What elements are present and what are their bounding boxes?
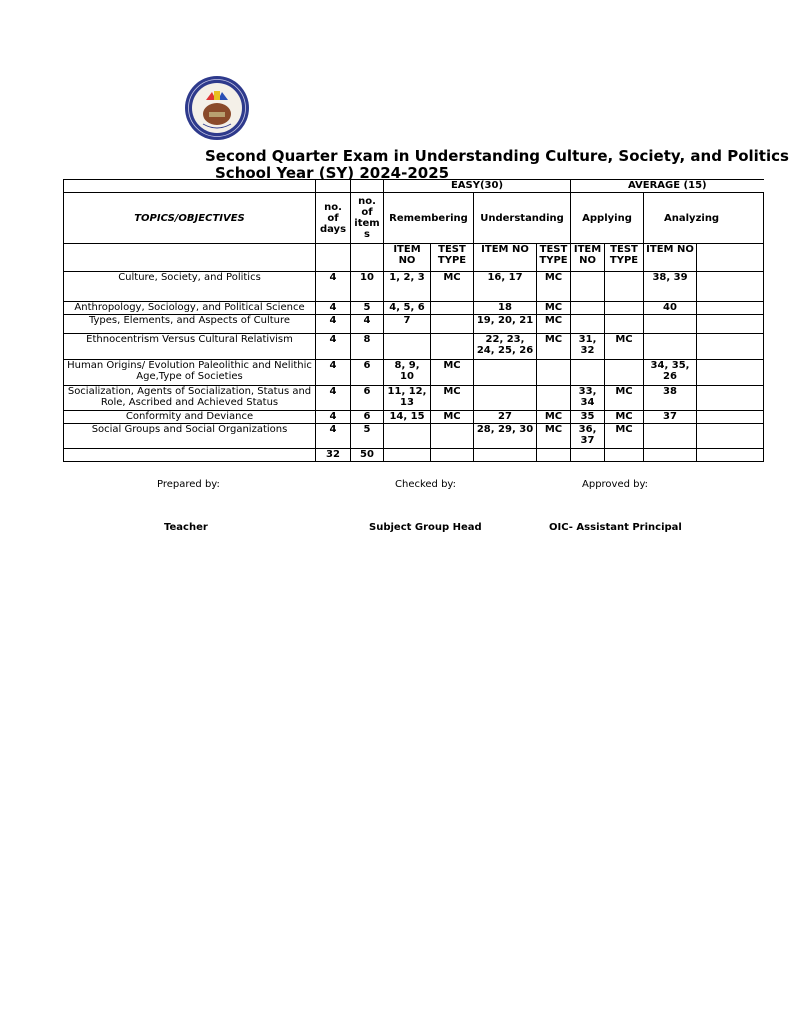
approved-by-label: Approved by: (582, 479, 649, 490)
und-type-cell (537, 360, 571, 386)
understanding-header: Understanding (474, 193, 571, 244)
days-cell: 4 (316, 272, 351, 302)
ana-item-cell: 38 (644, 386, 697, 411)
topic-cell: Ethnocentrism Versus Cultural Relativism (64, 334, 316, 360)
app-item-cell (571, 302, 605, 315)
rem-item-cell (384, 334, 431, 360)
group-header-row (64, 180, 764, 193)
table-row (64, 360, 764, 386)
app-type-cell (605, 360, 644, 386)
rem-type-cell (431, 334, 474, 360)
app-type-cell (605, 272, 644, 302)
days-header: no. of days (316, 193, 351, 244)
rem-item-cell: 8, 9, 10 (384, 360, 431, 386)
rem-type-cell: MC (431, 272, 474, 302)
rem-item-cell: 4, 5, 6 (384, 302, 431, 315)
rem-type-subheader: TEST TYPE (431, 244, 474, 272)
und-type-cell (537, 386, 571, 411)
approved-by-role: OIC- Assistant Principal (549, 522, 682, 533)
items-cell: 5 (351, 302, 384, 315)
topic-cell: Conformity and Deviance (64, 411, 316, 424)
remembering-header: Remembering (384, 193, 474, 244)
checked-by-label: Checked by: (395, 479, 456, 490)
rem-item-cell (384, 424, 431, 449)
days-cell: 4 (316, 386, 351, 411)
rem-type-cell: MC (431, 386, 474, 411)
und-type-cell: MC (537, 302, 571, 315)
days-cell: 4 (316, 411, 351, 424)
app-type-cell: MC (605, 386, 644, 411)
document-title: Second Quarter Exam in Understanding Culture, Society, and Politics (205, 147, 789, 165)
app-type-cell (605, 315, 644, 334)
ana-item-cell: 38, 39 (644, 272, 697, 302)
days-cell: 4 (316, 424, 351, 449)
und-item-cell (474, 386, 537, 411)
und-type-cell: MC (537, 272, 571, 302)
app-type-cell: MC (605, 424, 644, 449)
rem-item-cell: 1, 2, 3 (384, 272, 431, 302)
ana-item-cell: 34, 35, 26 (644, 360, 697, 386)
topics-header: TOPICS/OBJECTIVES (64, 193, 316, 244)
topic-cell: Social Groups and Social Organizations (64, 424, 316, 449)
items-cell: 6 (351, 360, 384, 386)
table-row (64, 315, 764, 334)
days-cell: 4 (316, 360, 351, 386)
days-cell: 4 (316, 302, 351, 315)
app-type-cell: MC (605, 411, 644, 424)
ana-item-cell: 37 (644, 411, 697, 424)
und-item-cell: 28, 29, 30 (474, 424, 537, 449)
rem-type-cell (431, 302, 474, 315)
und-item-cell: 16, 17 (474, 272, 537, 302)
items-cell: 4 (351, 315, 384, 334)
und-type-cell: MC (537, 334, 571, 360)
items-cell: 6 (351, 386, 384, 411)
app-item-cell: 35 (571, 411, 605, 424)
ana-item-subheader: ITEM NO (644, 244, 697, 272)
analyzing-header: Analyzing (644, 193, 764, 244)
ana-item-cell (644, 334, 697, 360)
tos-table-container (63, 179, 720, 465)
applying-header: Applying (571, 193, 644, 244)
table-of-specifications (63, 179, 764, 462)
column-header-row (64, 193, 764, 244)
prepared-by-label: Prepared by: (157, 479, 220, 490)
app-item-cell (571, 360, 605, 386)
rem-type-cell: MC (431, 360, 474, 386)
und-item-cell: 18 (474, 302, 537, 315)
und-item-cell (474, 360, 537, 386)
app-item-subheader: ITEM NO (571, 244, 605, 272)
und-item-cell: 19, 20, 21 (474, 315, 537, 334)
topic-cell: Types, Elements, and Aspects of Culture (64, 315, 316, 334)
days-cell: 4 (316, 315, 351, 334)
table-row (64, 272, 764, 302)
average-group-header: AVERAGE (15) (571, 180, 764, 193)
und-item-subheader: ITEM NO (474, 244, 537, 272)
ana-item-cell (644, 315, 697, 334)
und-type-cell: MC (537, 411, 571, 424)
rem-item-cell: 14, 15 (384, 411, 431, 424)
subheader-row (64, 244, 764, 272)
app-item-cell: 33, 34 (571, 386, 605, 411)
items-cell: 10 (351, 272, 384, 302)
und-type-cell: MC (537, 424, 571, 449)
rem-item-cell: 7 (384, 315, 431, 334)
school-year-title: School Year (SY) 2024-2025 (215, 164, 450, 182)
app-item-cell (571, 315, 605, 334)
und-type-subheader: TEST TYPE (537, 244, 571, 272)
easy-group-header: EASY(30) (384, 180, 571, 193)
topic-cell: Human Origins/ Evolution Paleolithic and Nelithic Age,Type of Societies (64, 360, 316, 386)
app-type-subheader: TEST TYPE (605, 244, 644, 272)
topic-cell: Culture, Society, and Politics (64, 272, 316, 302)
items-header: no. of item s (351, 193, 384, 244)
app-item-cell: 36, 37 (571, 424, 605, 449)
ana-item-cell: 40 (644, 302, 697, 315)
table-row (64, 411, 764, 424)
topic-cell: Socialization, Agents of Socialization, Status and Role, Ascribed and Achieved Status (64, 386, 316, 411)
items-cell: 6 (351, 411, 384, 424)
totals-row (64, 449, 764, 462)
checked-by-role: Subject Group Head (369, 522, 482, 533)
total-items-cell: 50 (351, 449, 384, 462)
rem-item-subheader: ITEM NO (384, 244, 431, 272)
table-row (64, 302, 764, 315)
ana-item-cell (644, 424, 697, 449)
rem-type-cell (431, 315, 474, 334)
app-item-cell (571, 272, 605, 302)
app-type-cell (605, 302, 644, 315)
rem-type-cell: MC (431, 411, 474, 424)
items-cell: 8 (351, 334, 384, 360)
table-row (64, 334, 764, 360)
topic-cell: Anthropology, Sociology, and Political Science (64, 302, 316, 315)
und-item-cell: 27 (474, 411, 537, 424)
rem-type-cell (431, 424, 474, 449)
table-row (64, 424, 764, 449)
und-type-cell: MC (537, 315, 571, 334)
und-item-cell: 22, 23, 24, 25, 26 (474, 334, 537, 360)
items-cell: 5 (351, 424, 384, 449)
total-days-cell: 32 (316, 449, 351, 462)
department-seal-icon (184, 74, 250, 142)
prepared-by-role: Teacher (164, 522, 208, 533)
rem-item-cell: 11, 12, 13 (384, 386, 431, 411)
app-item-cell: 31, 32 (571, 334, 605, 360)
table-row (64, 386, 764, 411)
app-type-cell: MC (605, 334, 644, 360)
days-cell: 4 (316, 334, 351, 360)
